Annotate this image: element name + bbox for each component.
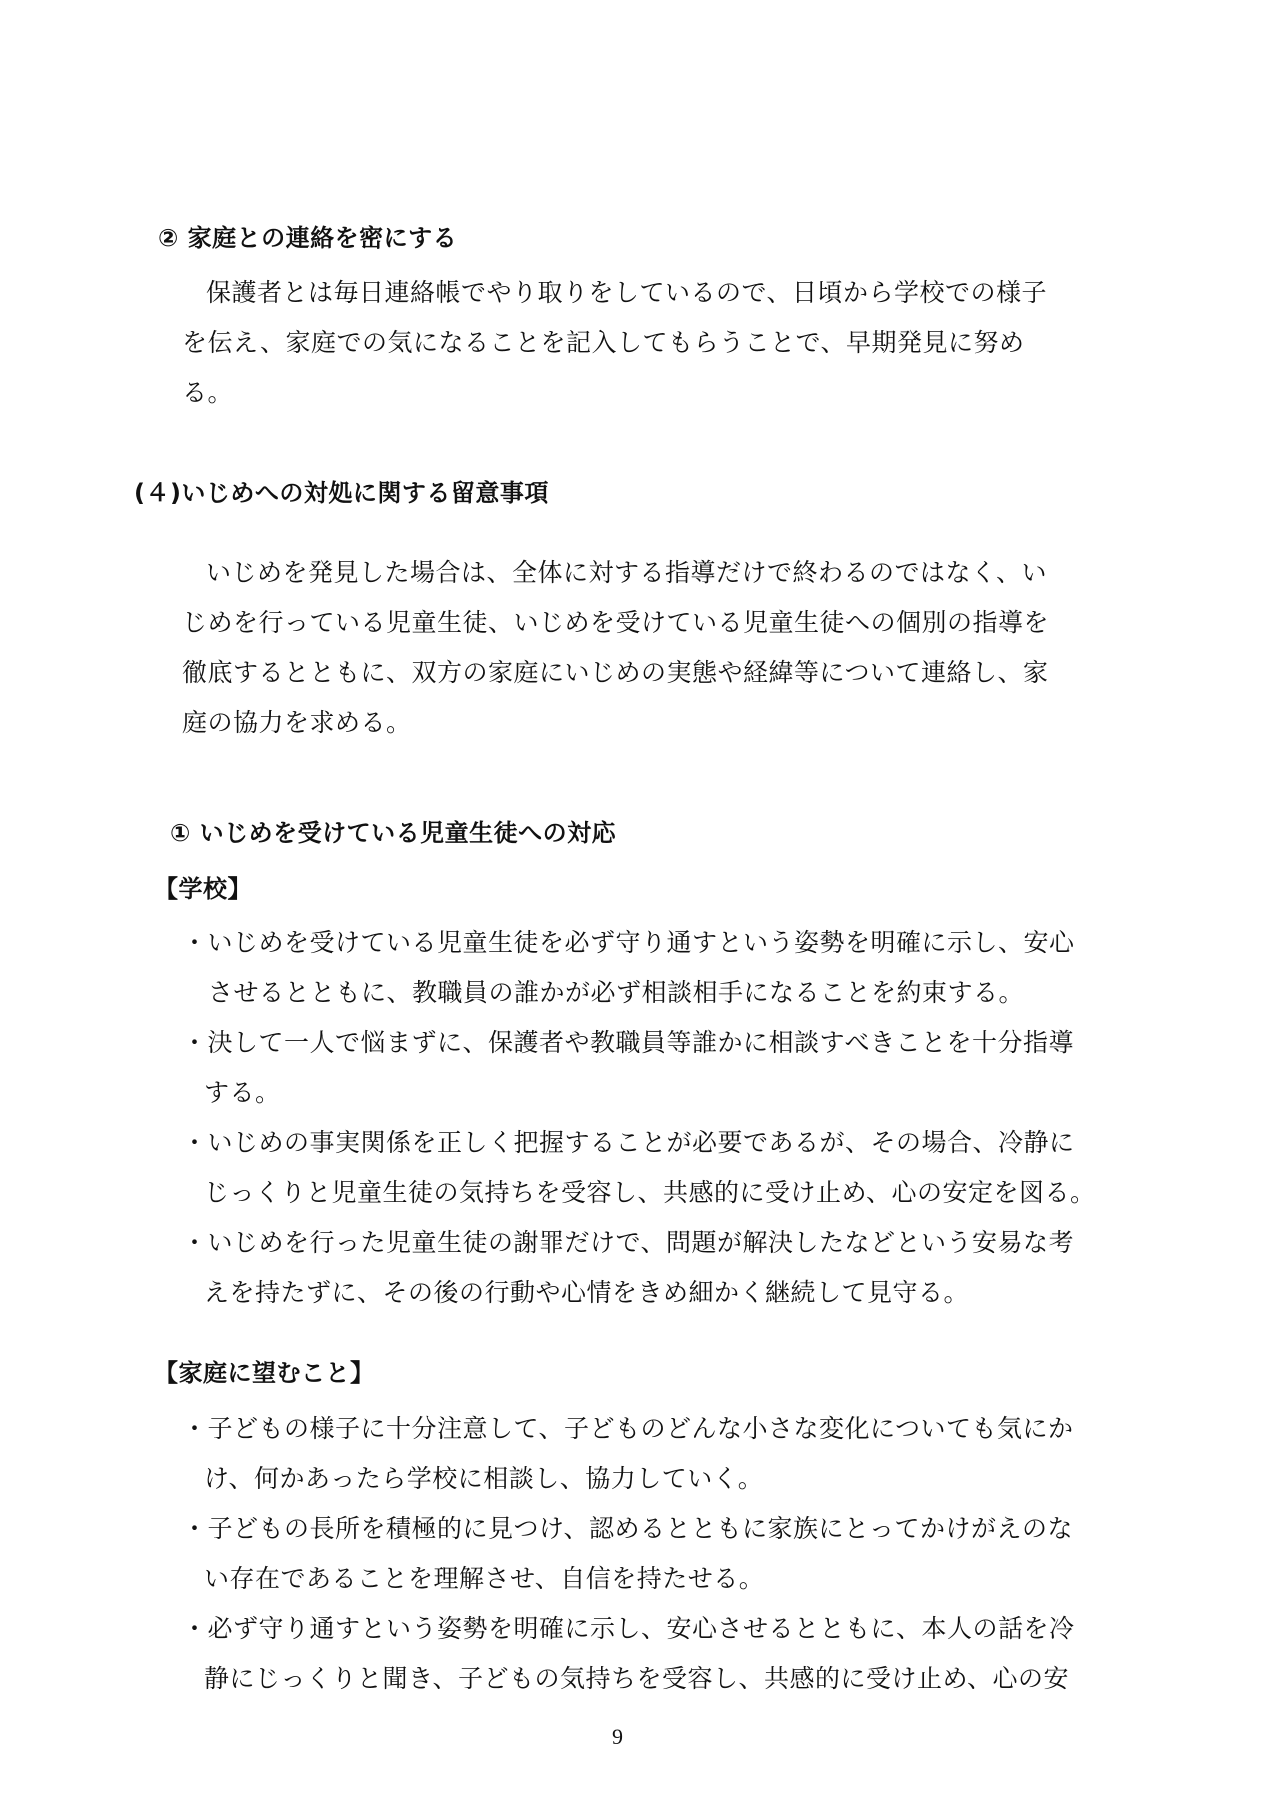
paragraph-line: 庭の協力を求める。 [182, 708, 412, 737]
school-list-item: ・決して一人で悩まずに、保護者や教職員等誰かに相談すべきことを十分指導 [182, 1028, 1075, 1057]
family-list-item-continuation: け、何かあったら学校に相談し、協力していく。 [204, 1464, 764, 1493]
section-heading-family-contact: ② 家庭との連絡を密にする [158, 224, 458, 252]
school-list-item-continuation: じっくりと児童生徒の気持ちを受容し、共感的に受け止め、心の安定を図る。 [204, 1178, 1096, 1207]
paragraph-line: る。 [182, 378, 234, 407]
family-list-item-continuation: い存在であることを理解させ、自信を持たせる。 [204, 1564, 765, 1593]
school-list-item: ・いじめを受けている児童生徒を必ず守り通すという姿勢を明確に示し、安心 [182, 928, 1075, 957]
school-list-item-continuation: する。 [204, 1078, 281, 1107]
paragraph-line: 保護者とは毎日連絡帳でやり取りをしているので、日頃から学校での様子 [206, 278, 1048, 307]
page-number: 9 [612, 1724, 623, 1749]
family-list-item: ・子どもの長所を積極的に見つけ、認めるとともに家族にとってかけがえのな [182, 1514, 1074, 1543]
section-heading-bullying-response: (４)いじめへの対処に関する留意事項 [134, 479, 549, 507]
paragraph-line: じめを行っている児童生徒、いじめを受けている児童生徒への個別の指導を [182, 608, 1050, 637]
paragraph-line: いじめを発見した場合は、全体に対する指導だけで終わるのではなく、い [206, 558, 1048, 587]
school-list-item: ・いじめの事実関係を正しく把握することが必要であるが、その場合、冷静に [182, 1128, 1075, 1157]
school-list-item-continuation: させるとともに、教職員の誰かが必ず相談相手になることを約束する。 [208, 978, 1025, 1007]
paragraph-line: 徹底するとともに、双方の家庭にいじめの実態や経緯等について連絡し、家 [182, 658, 1049, 687]
family-heading: 【家庭に望むこと】 [154, 1359, 375, 1387]
paragraph-line: を伝え、家庭での気になることを記入してもらうことで、早期発見に努め [182, 328, 1025, 357]
family-list-item-continuation: 静にじっくりと聞き、子どもの気持ちを受容し、共感的に受け止め、心の安 [204, 1664, 1070, 1693]
school-heading: 【学校】 [154, 875, 252, 903]
school-list-item: ・いじめを行った児童生徒の謝罪だけで、問題が解決したなどという安易な考 [182, 1228, 1075, 1257]
school-list-item-continuation: えを持たずに、その後の行動や心情をきめ細かく継続して見守る。 [204, 1278, 970, 1307]
subsection-heading-victim-support: ① いじめを受けている児童生徒への対応 [170, 819, 617, 847]
family-list-item: ・子どもの様子に十分注意して、子どものどんな小さな変化についても気にか [182, 1414, 1074, 1443]
family-list-item: ・必ず守り通すという姿勢を明確に示し、安心させるとともに、本人の話を冷 [182, 1614, 1075, 1643]
